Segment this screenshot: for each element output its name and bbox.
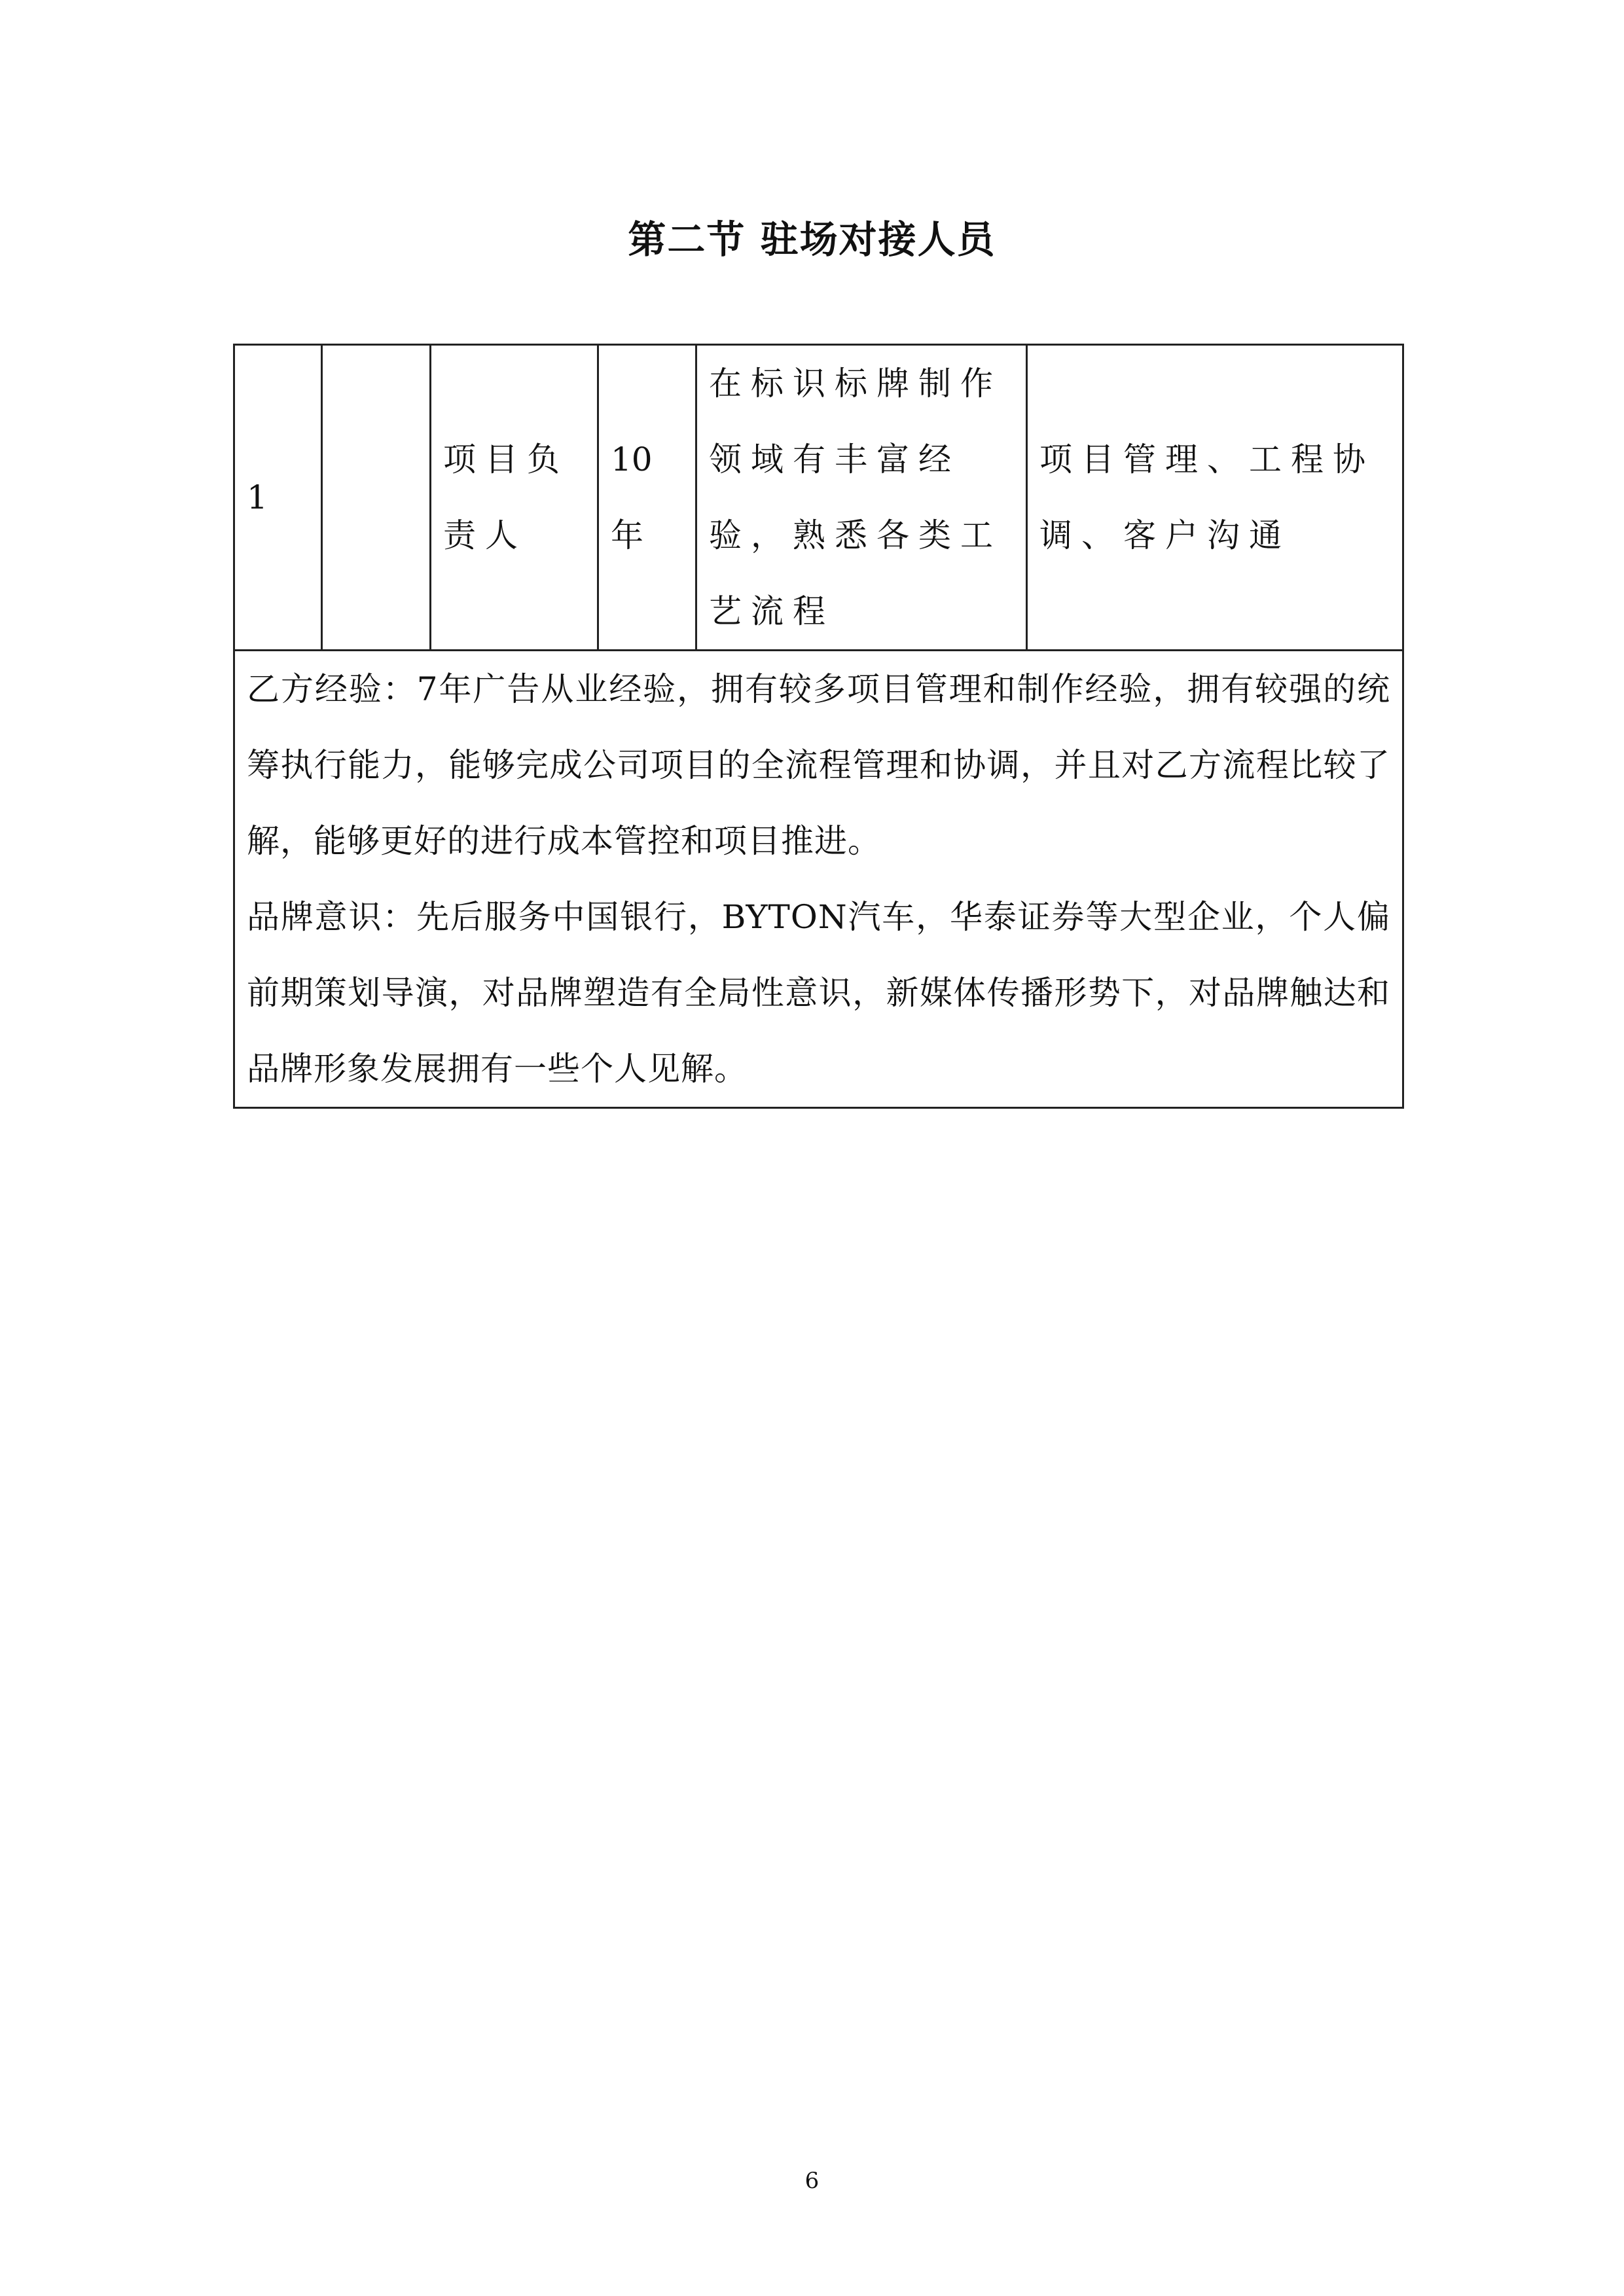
cell-responsibilities: 项目管理、工程协调、客户沟通 — [1027, 345, 1403, 651]
notes-cell — [234, 651, 1403, 1108]
cell-years: 10年 — [598, 345, 696, 651]
page-number: 6 — [804, 2168, 820, 2194]
table-row — [234, 345, 1403, 651]
cell-role: 项目负责人 — [431, 345, 598, 651]
cell-experience: 在标识标牌制作领域有丰富经验，熟悉各类工艺流程 — [696, 345, 1027, 651]
staff-table — [233, 344, 1404, 1109]
cell-name — [322, 345, 431, 651]
notes-row — [234, 651, 1403, 1108]
note-experience: 乙方经验：7年广告从业经验，拥有较多项目管理和制作经验，拥有较强的统筹执行能力，能够完成公司项目的全流程管理和协调，并且对乙方流程比较了解，能够更好的进行成本管控和项目推进。 — [247, 670, 1390, 860]
page-title: 第二节 驻场对接人员 — [628, 217, 996, 262]
note-brand-awareness: 品牌意识：先后服务中国银行，BYTON汽车，华泰证券等大型企业，个人偏前期策划导演，对品牌塑造有全局性意识，新媒体传播形势下，对品牌触达和品牌形象发展拥有一些个人见解。 — [247, 898, 1390, 1088]
cell-index: 1 — [234, 345, 322, 651]
